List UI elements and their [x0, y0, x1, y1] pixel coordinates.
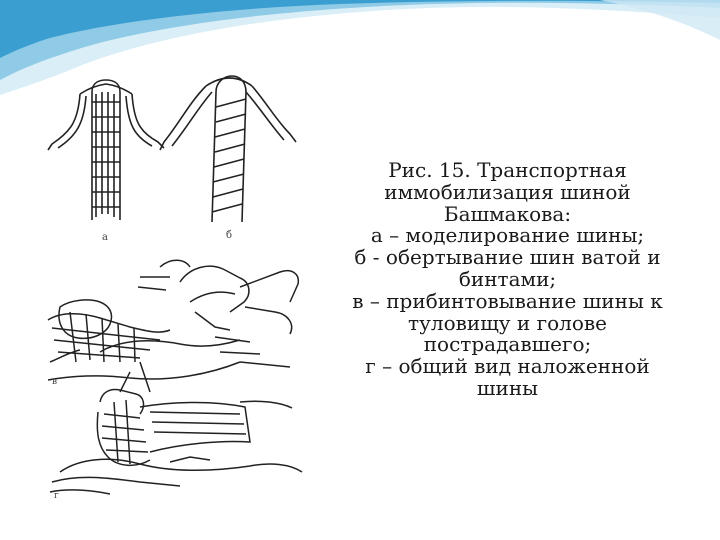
caption-line: пострадавшего;	[423, 332, 592, 357]
caption-line: туловищу и голове	[408, 310, 607, 335]
splint-illustration	[40, 62, 305, 502]
caption-line: в – прибинтовывание шины к	[352, 288, 663, 313]
caption-line: а – моделирование шины;	[370, 223, 645, 248]
label-a: а	[102, 232, 108, 243]
splint-c-drawing	[48, 260, 298, 392]
label-c: в	[52, 377, 58, 387]
splint-a-drawing	[48, 80, 164, 220]
caption-line: г – общий вид наложенной	[365, 354, 650, 379]
caption-line: иммобилизация шиной	[384, 179, 631, 204]
label-b: б	[226, 230, 233, 241]
caption-line: шины	[476, 375, 539, 400]
caption-line: Рис. 15. Транспортная	[388, 158, 627, 182]
caption-line: б - обертывание шин ватой и	[354, 245, 661, 270]
figure-caption	[305, 160, 710, 400]
label-d: г	[54, 491, 59, 501]
caption-line: бинтами;	[458, 266, 557, 291]
caption-line: Башмакова:	[443, 201, 572, 226]
splint-b-drawing	[160, 76, 296, 222]
splint-d-drawing	[50, 390, 302, 495]
